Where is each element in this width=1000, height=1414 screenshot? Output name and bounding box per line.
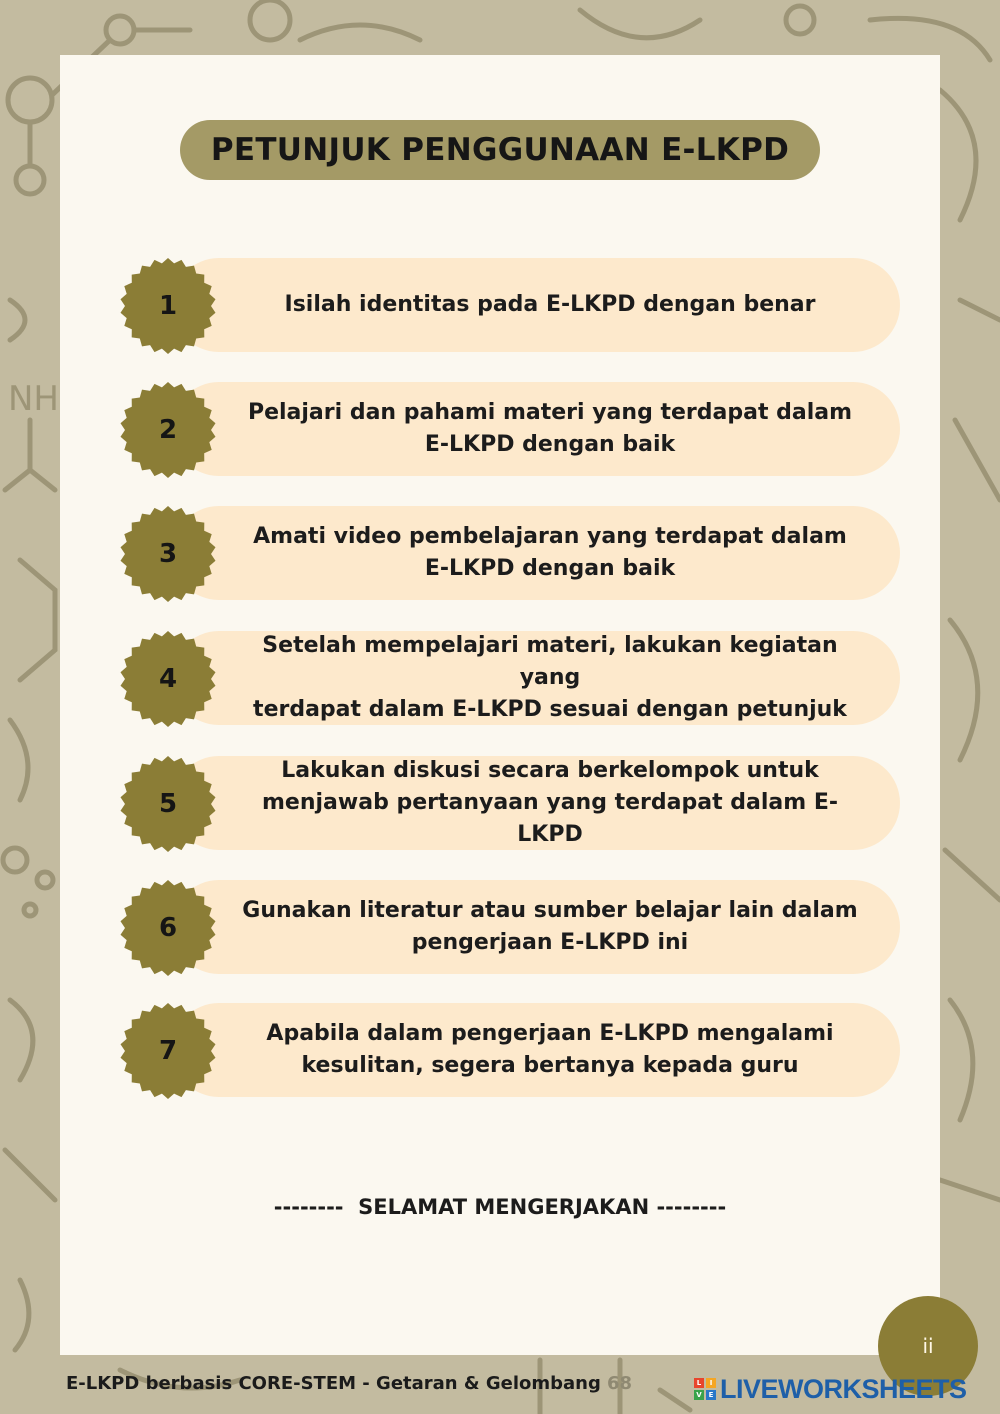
svg-text:NH: NH <box>8 379 59 419</box>
instruction-item-2 <box>120 382 900 476</box>
step-text: Isilah identitas pada E-LKPD dengan benar <box>284 292 816 317</box>
instruction-item-6 <box>120 880 900 974</box>
instruction-item-1 <box>120 258 900 352</box>
footer-page-number: 68 <box>607 1373 633 1394</box>
liveworksheets-logo <box>694 1372 967 1406</box>
step-number: 7 <box>158 1036 178 1066</box>
step-number: 3 <box>158 539 178 569</box>
step-text: Amati video pembelajaran yang terdapat dalam E-LKPD dengan baik <box>253 524 847 581</box>
step-badge <box>120 258 216 354</box>
logo-block: V <box>694 1390 704 1400</box>
step-badge <box>120 1003 216 1099</box>
step-text: Lakukan diskusi secara berkelompok untuk menjawab pertanyaan yang terdapat dalam E-LKPD <box>262 758 838 847</box>
step-text: Setelah mempelajari materi, lakukan kegiatan yang terdapat dalam E-LKPD sesuai dengan petunjuk <box>253 633 847 722</box>
instruction-item-4 <box>120 631 900 725</box>
step-number: 2 <box>158 415 178 445</box>
step-number: 4 <box>158 664 178 694</box>
page-title: PETUNJUK PENGGUNAAN E-LKPD <box>180 120 820 180</box>
step-badge <box>120 382 216 478</box>
closing-message: -------- SELAMAT MENGERJAKAN -------- <box>273 1195 727 1219</box>
step-text: Pelajari dan pahami materi yang terdapat dalam E-LKPD dengan baik <box>247 400 853 457</box>
logo-blocks-icon <box>694 1378 716 1400</box>
step-badge <box>120 506 216 602</box>
instruction-item-3 <box>120 506 900 600</box>
instruction-item-7 <box>120 1003 900 1097</box>
instruction-item-5 <box>120 756 900 850</box>
footer-title: E-LKPD berbasis CORE-STEM - Getaran & Gelombang <box>66 1373 601 1394</box>
page-marker: ii <box>878 1296 978 1396</box>
step-number: 6 <box>158 913 178 943</box>
step-number: 5 <box>158 789 178 819</box>
logo-block: I <box>706 1378 716 1388</box>
step-text: Gunakan literatur atau sumber belajar lain dalam pengerjaan E-LKPD ini <box>242 898 858 955</box>
step-number: 1 <box>158 291 178 321</box>
step-badge <box>120 880 216 976</box>
logo-block: E <box>706 1390 716 1400</box>
logo-block: L <box>694 1378 704 1388</box>
step-badge <box>120 631 216 727</box>
step-text: Apabila dalam pengerjaan E-LKPD mengalami kesulitan, segera bertanya kepada guru <box>266 1021 834 1078</box>
logo-wordmark: LIVEWORKSHEETS <box>720 1373 967 1404</box>
step-badge <box>120 756 216 852</box>
